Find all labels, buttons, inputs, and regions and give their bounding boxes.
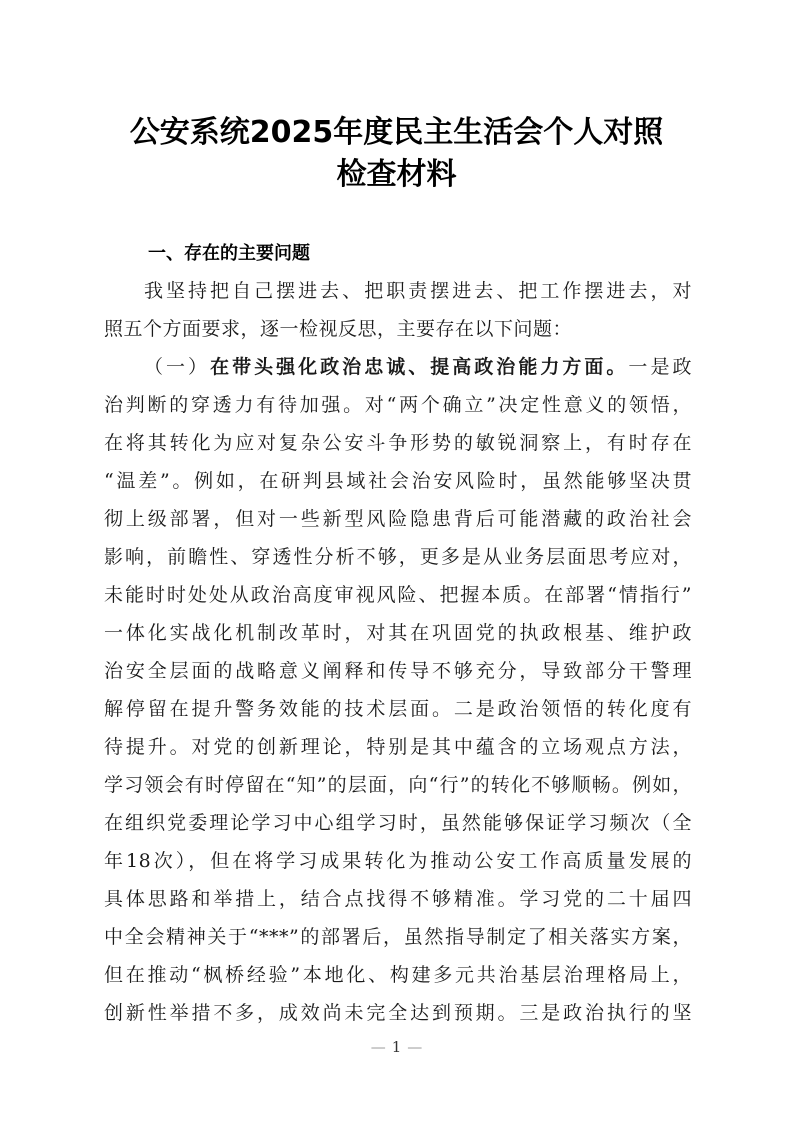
text-line: 但在推动“枫桥经验”本地化、构建多元共治基层治理格局上，	[104, 964, 692, 986]
text-line	[104, 994, 692, 1032]
text-line: 在将其转化为应对复杂公安斗争形势的敏锐洞察上，有时存在	[104, 432, 692, 454]
page-number: 1	[391, 1038, 402, 1056]
text-fragment: 解停留在提升警务效能的技术层面。	[104, 698, 454, 720]
text-line: 待提升。对党的创新理论，特别是其中蕴含的立场观点方法，	[104, 736, 692, 758]
text-fragment: 创新性举措不多，成效尚未完全达到预期。	[104, 1002, 520, 1024]
text-line: 我坚持把自己摆进去、把职责摆进去、把工作摆进去，对	[144, 280, 692, 302]
text-line: 年18次），但在将学习成果转化为推动公安工作高质量发展的	[104, 850, 692, 872]
title-line-2: 检查材料	[336, 157, 457, 192]
text-line: 一体化实战化机制改革时，对其在巩固党的执政根基、维护政	[104, 622, 692, 644]
text-fragment: 政	[672, 356, 692, 378]
text-line: 中全会精神关于“***”的部署后，虽然指导制定了相关落实方案，	[104, 926, 692, 948]
title-line-1: 公安系统2025年度民主生活会个人对照	[129, 115, 664, 150]
text-line	[104, 690, 692, 728]
text-line: 治安全层面的战略意义阐释和传导不够充分，导致部分干警理	[104, 660, 692, 682]
text-fragment: 政治执行的坚	[563, 1002, 692, 1024]
dash-decoration-left: —	[370, 1038, 386, 1056]
text-line: 具体思路和举措上，结合点找得不够精准。学习党的二十届四	[104, 888, 692, 910]
document-title	[100, 112, 693, 196]
text-line: 治判断的穿透力有待加强。对“两个确立”决定性意义的领悟，	[104, 394, 692, 416]
subsection-number: （一）	[144, 356, 211, 378]
page-footer	[0, 1038, 793, 1056]
point-label: 三是	[519, 1002, 564, 1024]
text-fragment: 政治领悟的转化度有	[497, 698, 692, 720]
text-line: 学习领会有时停留在“知”的层面，向“行”的转化不够顺畅。例如，	[104, 774, 692, 796]
point-label: 二是	[453, 698, 498, 720]
text-line: 未能时时处处从政治高度审视风险、把握本质。在部署“情指行”	[104, 584, 692, 606]
dash-decoration-right: —	[407, 1038, 423, 1056]
document-body	[104, 272, 692, 1032]
text-line: 影响，前瞻性、穿透性分析不够，更多是从业务层面思考应对，	[104, 546, 692, 568]
text-line: 在组织党委理论学习中心组学习时，虽然能够保证学习频次（全	[104, 812, 692, 834]
text-line: 彻上级部署，但对一些新型风险隐患背后可能潜藏的政治社会	[104, 508, 692, 530]
subsection-heading-line	[104, 348, 692, 386]
point-label: 一是	[628, 356, 673, 378]
text-line: “温差”。例如，在研判县域社会治安风险时，虽然能够坚决贯	[104, 470, 692, 492]
text-line: 照五个方面要求，逐一检视反思，主要存在以下问题：	[104, 318, 573, 340]
subsection-heading: 在带头强化政治忠诚、提高政治能力方面。	[210, 356, 629, 378]
section-heading-1: 一、存在的主要问题	[148, 243, 310, 264]
